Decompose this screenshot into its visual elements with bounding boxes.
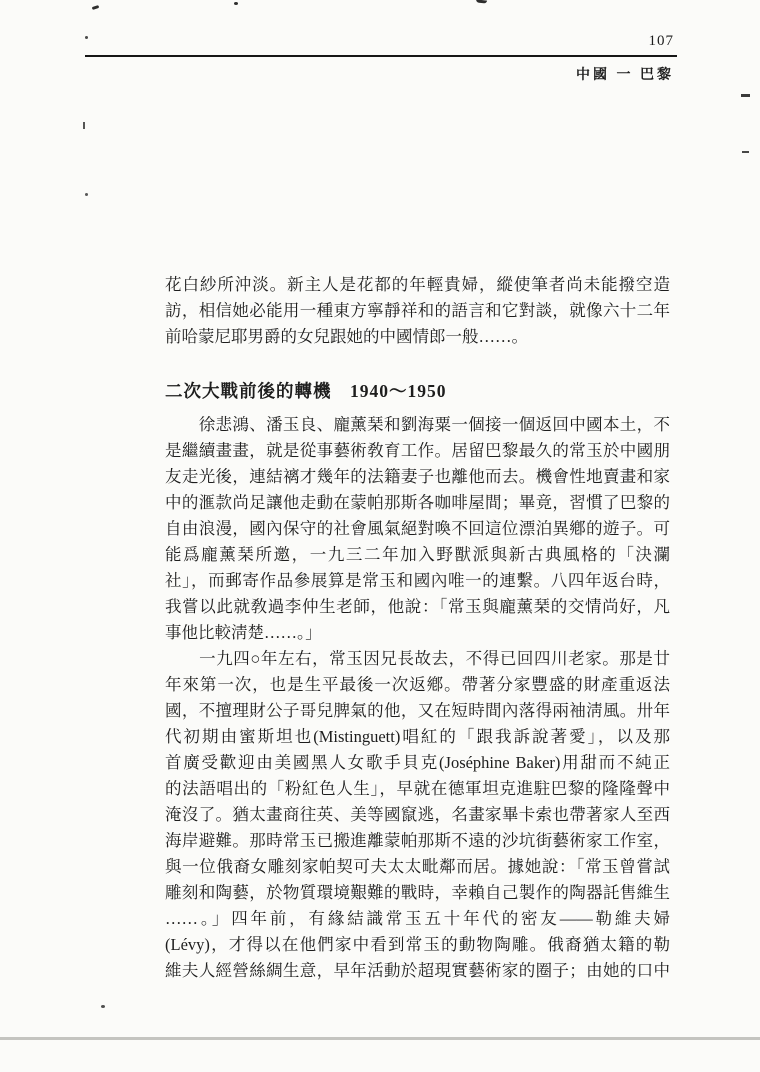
text-line: 的法語唱出的「粉紅色人生」，早就在德軍坦克進駐巴黎的隆隆聲中	[165, 779, 670, 798]
text-line: 中的滙款尚足讓他走動在蒙帕那斯各咖啡屋間；畢竟，習慣了巴黎的	[165, 493, 670, 512]
scan-artifact	[85, 193, 88, 196]
text-line: 花白紗所沖淡。新主人是花都的年輕貴婦，縱使筆者尚未能撥空造	[165, 275, 670, 294]
scan-artifact	[85, 36, 88, 39]
text-line: 維夫人經營絲綢生意，早年活動於超現實藝術家的圈子；由她的口中	[165, 961, 670, 980]
section-heading: 二次大戰前後的轉機 1940～1950	[165, 381, 447, 401]
text-line: 一九四○年左右，常玉因兄長故去，不得已回四川老家。那是廿	[165, 649, 670, 668]
text-line: (Lévy)，才得以在他們家中看到常玉的動物陶雕。俄裔猶太籍的勒	[165, 935, 670, 954]
paragraph-artists-return	[165, 412, 670, 646]
scan-artifact	[92, 5, 100, 10]
text-line: 事他比較淸楚……。」	[165, 623, 322, 642]
scan-artifact	[83, 122, 85, 129]
text-line: ……。」四年前，有緣結識常玉五十年代的密友——勒維夫婦	[165, 909, 670, 928]
page-number: 107	[648, 33, 674, 49]
scan-artifact	[742, 151, 749, 153]
text-line: 訪，相信她必能用一種東方寧靜祥和的語言和它對談，就像六十二年	[165, 301, 670, 320]
text-line: 自由浪漫，國內保守的社會風氣絕對喚不回這位漂泊異鄕的遊子。可	[165, 519, 670, 538]
header-rule	[85, 55, 677, 57]
text-line: 徐悲鴻、潘玉良、龐薰琹和劉海粟一個接一個返回中國本土，不	[165, 415, 670, 434]
paragraph-opening	[165, 272, 670, 350]
scan-artifact	[101, 1005, 105, 1008]
text-line: 海岸避難。那時常玉已搬進離蒙帕那斯不遠的沙坑街藝術家工作室，	[165, 831, 670, 850]
text-line: 淹沒了。猶太畫商往英、美等國竄逃，名畫家畢卡索也帶著家人至西	[165, 805, 670, 824]
paragraph-1940s	[165, 646, 670, 984]
text-line: 能爲龐薰琹所邀，一九三二年加入野獸派與新古典風格的「決瀾	[165, 545, 670, 564]
text-line: 首廣受歡迎由美國黑人女歌手貝克(Joséphine Baker)用甜而不純正	[165, 753, 670, 772]
text-line: 社」，而郵寄作品參展算是常玉和國內唯一的連繫。八四年返台時，	[165, 571, 670, 590]
text-line: 前哈蒙尼耶男爵的女兒跟她的中國情郎一般……。	[165, 327, 528, 346]
text-line: 我嘗以此就敎過李仲生老師，他說：「常玉與龐薰琹的交情尚好，凡	[165, 597, 670, 616]
text-line: 代初期由蜜斯坦也(Mistinguett)唱紅的「跟我訴說著愛」，以及那	[165, 727, 670, 746]
scan-artifact	[741, 94, 750, 97]
text-line: 國，不擅理財公子哥兒脾氣的他，又在短時間內落得兩袖淸風。卅年	[165, 701, 670, 720]
running-head: 中國 一 巴黎	[576, 68, 674, 83]
text-line: 年來第一次，也是生平最後一次返鄕。帶著分家豐盛的財產重返法	[165, 675, 670, 694]
text-line: 與一位俄裔女雕刻家帕契可夫太太毗鄰而居。據她說：「常玉曾嘗試	[165, 857, 670, 876]
text-line: 是繼續畫畫，就是從事藝術敎育工作。居留巴黎最久的常玉於中國朋	[165, 441, 670, 460]
text-block	[165, 272, 670, 984]
text-line: 雕刻和陶藝，於物質環境艱難的戰時，幸賴自己製作的陶器託售維生	[165, 883, 670, 902]
text-line: 友走光後，連結褵才幾年的法籍妻子也離他而去。機會性地賣畫和家	[165, 467, 670, 486]
scan-artifact	[234, 2, 238, 5]
scan-edge-line	[0, 1037, 760, 1040]
scan-artifact	[476, 0, 487, 4]
